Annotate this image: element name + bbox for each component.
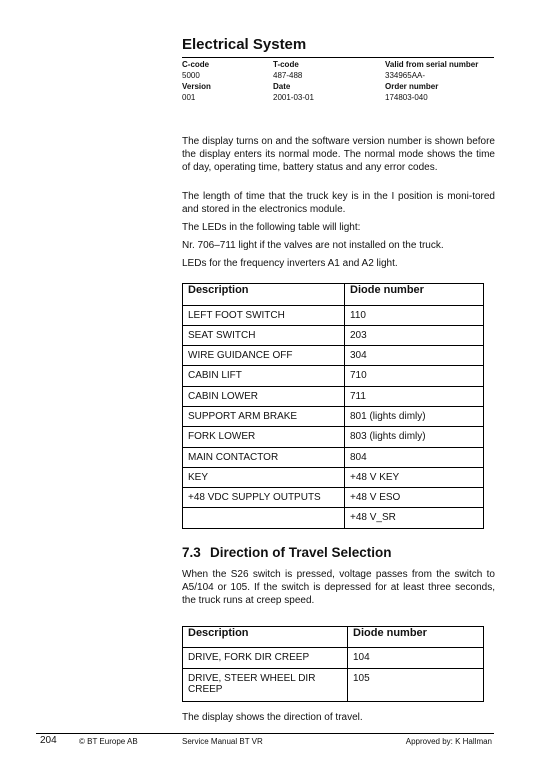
cell-description: +48 VDC SUPPLY OUTPUTS [183,488,345,508]
table-header-description: Description [183,284,345,306]
intro-paragraph-1: The display turns on and the software version number is shown before the display enters its normal mode. The normal mode shows the time of day, operating time, battery status and any error codes. [182,136,495,173]
meta-label-tcode: T-code [273,60,299,69]
meta-label-order: Order number [385,82,439,91]
cell-diode-number: +48 V KEY [345,468,484,488]
meta-row [182,92,494,103]
meta-row [182,81,494,92]
footer-copyright: © BT Europe AB [79,737,138,746]
cell-diode-number: 203 [345,326,484,346]
intro-paragraph-3: The LEDs in the following table will light: [182,222,361,233]
section-paragraph: When the S26 switch is pressed, voltage passes from the switch to A5/104 or 105. If the switch is depressed for at least three seconds, the truck runs at creep speed. [182,569,495,606]
table-header-diode: Diode number [348,627,484,648]
meta-value-order: 174803-040 [385,93,428,102]
cell-description: LEFT FOOT SWITCH [183,306,345,326]
meta-label-serial: Valid from serial number [385,60,479,69]
meta-value-date: 2001-03-01 [273,93,314,102]
cell-diode-number: +48 V ESO [345,488,484,508]
cell-description: DRIVE, STEER WHEEL DIR CREEP [183,669,348,702]
intro-paragraph-2: The length of time that the truck key is in the I position is moni-tored and stored in the electronics module. [182,191,495,215]
meta-label-version: Version [182,82,211,91]
diode-table-1 [182,283,484,529]
meta-value-ccode: 5000 [182,71,200,80]
cell-diode-number: 803 (lights dimly) [345,427,484,448]
cell-diode-number: 801 (lights dimly) [345,407,484,427]
meta-value-version: 001 [182,93,196,102]
cell-description: WIRE GUIDANCE OFF [183,346,345,366]
document-meta [182,57,494,103]
meta-row [182,70,494,81]
footer-manual: Service Manual BT VR [182,737,263,746]
table-header-diode: Diode number [345,284,484,306]
footer-approved: Approved by: K Hallman [405,737,492,746]
table-header-row [183,627,484,648]
table-row [183,427,484,448]
table-row [183,346,484,366]
table-row [183,387,484,407]
table-row [183,508,484,529]
cell-description: SEAT SWITCH [183,326,345,346]
meta-label-ccode: C-code [182,60,210,69]
cell-diode-number: 104 [348,648,484,669]
cell-description: KEY [183,468,345,488]
diode-table-2 [182,626,484,702]
section-title: Direction of Travel Selection [210,545,392,560]
page-footer [36,733,494,748]
table-row [183,326,484,346]
table-row [183,366,484,387]
table-row [183,468,484,488]
table-row [183,407,484,427]
meta-value-serial: 334965AA- [385,71,426,80]
cell-description: SUPPORT ARM BRAKE [183,407,345,427]
intro-paragraph-5: LEDs for the frequency inverters A1 and A2 light. [182,258,398,269]
table-row [183,648,484,669]
cell-description: CABIN LIFT [183,366,345,387]
table-row [183,669,484,702]
intro-paragraph-4: Nr. 706–711 light if the valves are not installed on the truck. [182,240,444,251]
table-header-row [183,284,484,306]
table-row [183,306,484,326]
meta-label-date: Date [273,82,291,91]
cell-diode-number: 710 [345,366,484,387]
page-number: 204 [40,735,57,746]
closing-paragraph: The display shows the direction of travel. [182,712,363,723]
cell-description [183,508,345,529]
cell-description: DRIVE, FORK DIR CREEP [183,648,348,669]
cell-diode-number: 110 [345,306,484,326]
cell-description: FORK LOWER [183,427,345,448]
meta-value-tcode: 487-488 [273,71,303,80]
cell-diode-number: 304 [345,346,484,366]
table-row [183,448,484,468]
meta-row [182,59,494,70]
cell-diode-number: 105 [348,669,484,702]
cell-diode-number: 711 [345,387,484,407]
section-number: 7.3 [182,545,201,560]
table-row [183,488,484,508]
table-header-description: Description [183,627,348,648]
page-title: Electrical System [182,36,307,53]
cell-diode-number: 804 [345,448,484,468]
cell-description: MAIN CONTACTOR [183,448,345,468]
section-heading [182,545,392,560]
cell-diode-number: +48 V_SR [345,508,484,529]
cell-description: CABIN LOWER [183,387,345,407]
